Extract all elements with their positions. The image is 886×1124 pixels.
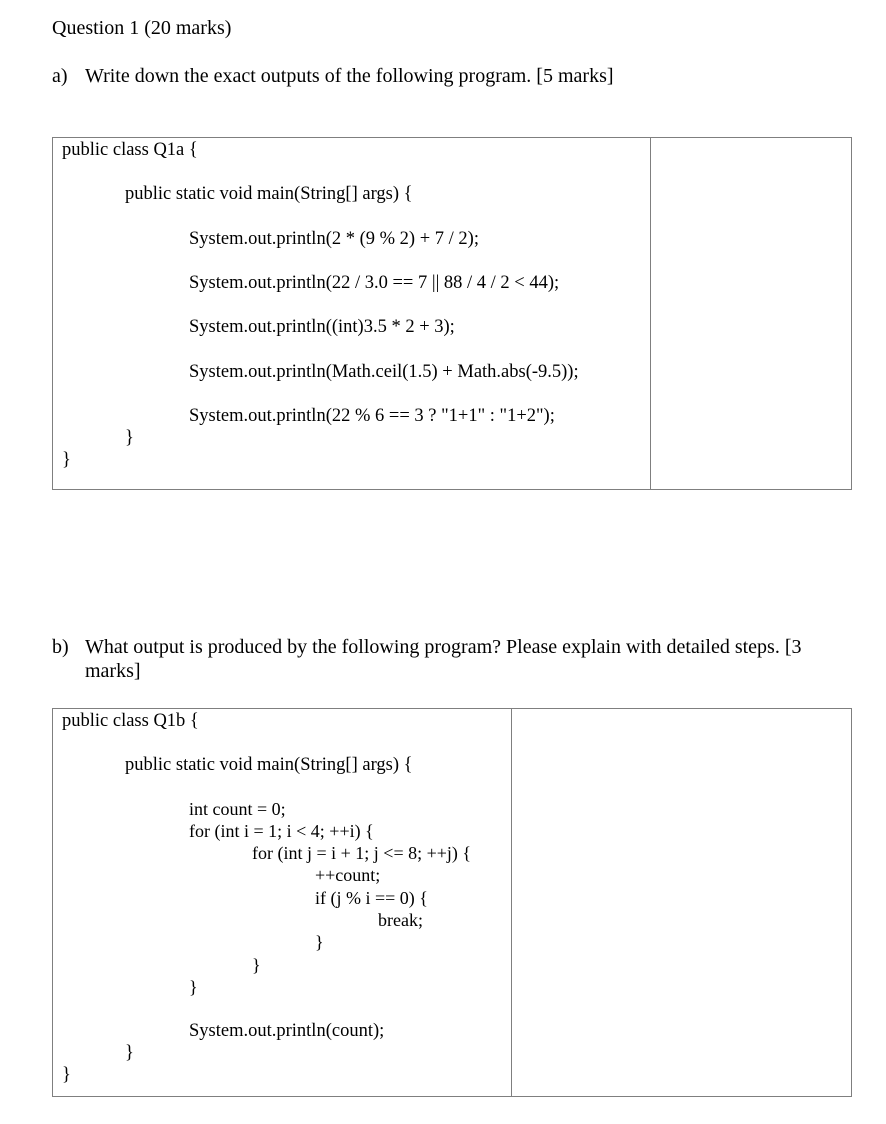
q1b-increment-count: ++count;: [315, 865, 381, 885]
q1b-if-statement: if (j % i == 0) {: [315, 888, 428, 908]
q1a-close-class: }: [62, 450, 71, 470]
q1a-main-declaration: public static void main(String[] args) {: [125, 184, 413, 204]
part-b-text-line-1: What output is produced by the following program? Please explain with detailed steps. [3: [85, 636, 802, 658]
q1b-outer-for: for (int i = 1; i < 4; ++i) {: [189, 821, 374, 841]
q1a-code-line-5: System.out.println(22 % 6 == 3 ? "1+1" : "1+2");: [189, 406, 555, 426]
q1a-close-main: }: [125, 428, 134, 448]
part-a-label: a): [52, 65, 68, 87]
question-title: Question 1 (20 marks): [52, 17, 232, 39]
q1b-count-init: int count = 0;: [189, 799, 286, 819]
q1b-print-count: System.out.println(count);: [189, 1021, 385, 1041]
q1a-class-declaration: public class Q1a {: [62, 140, 198, 160]
part-b-label: b): [52, 636, 69, 658]
q1a-code-line-1: System.out.println(2 * (9 % 2) + 7 / 2);: [189, 229, 479, 249]
part-a-text: Write down the exact outputs of the following program. [5 marks]: [85, 65, 614, 87]
q1b-close-main: }: [125, 1043, 134, 1063]
q1b-break-statement: break;: [378, 910, 423, 930]
part-b-text-line-2: marks]: [85, 660, 141, 682]
q1b-close-inner-for: }: [252, 955, 261, 975]
q1a-code-line-3: System.out.println((int)3.5 * 2 + 3);: [189, 317, 455, 337]
q1b-class-declaration: public class Q1b {: [62, 711, 199, 731]
part-b-prompt: [52, 636, 802, 659]
q1a-code-line-4: System.out.println(Math.ceil(1.5) + Math.abs(-9.5));: [189, 362, 579, 382]
q1b-close-class: }: [62, 1065, 71, 1085]
q1b-close-if: }: [315, 932, 324, 952]
part-b-answer-cell[interactable]: [512, 709, 851, 1096]
q1b-inner-for: for (int j = i + 1; j <= 8; ++j) {: [252, 843, 472, 863]
part-a-prompt: [52, 65, 614, 88]
part-a-answer-cell[interactable]: [651, 138, 851, 489]
q1b-main-declaration: public static void main(String[] args) {: [125, 755, 413, 775]
q1b-close-outer-for: }: [189, 977, 198, 997]
q1a-code-line-2: System.out.println(22 / 3.0 == 7 || 88 / 4 / 2 < 44);: [189, 273, 560, 293]
